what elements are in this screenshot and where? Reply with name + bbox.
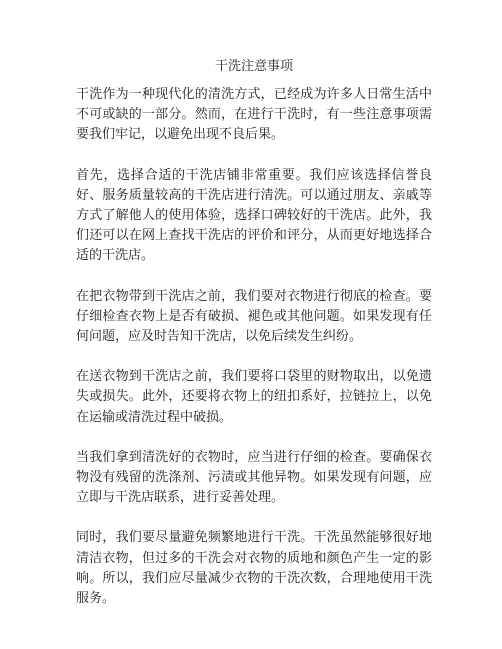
paragraph-empty-pockets: 在送衣物到干洗店之前，我们要将口袋里的财物取出，以免遗失或损失。此外，还要将衣物上的纽扣系好，拉链拉上，以免在运输或清洗过程中破损。 xyxy=(76,369,432,425)
document-page xyxy=(76,58,432,629)
paragraph-intro: 干洗作为一种现代化的清洗方式，已经成为许多人日常生活中不可或缺的一部分。然而，在进行干洗时，有一些注意事项需要我们牢记，以避免出现不良后果。 xyxy=(76,87,432,143)
paragraph-check-cleaned: 当我们拿到清洗好的衣物时，应当进行仔细的检查。要确保衣物没有残留的洗涤剂、污渍或其他异物。如果发现有问题，应立即与干洗店联系，进行妥善处理。 xyxy=(76,449,432,506)
paragraph-inspect-clothes: 在把衣物带到干洗店之前，我们要对衣物进行彻底的检查。要仔细检查衣物上是否有破损、褪色或其他问题。如果发现有任何问题，应及时告知干洗店，以免后续发生纠纷。 xyxy=(76,288,432,345)
document-title: 干洗注意事项 xyxy=(214,59,293,74)
paragraph-avoid-frequent: 同时，我们要尽量避免频繁地进行干洗。干洗虽然能够很好地清洁衣物，但过多的干洗会对衣物的质地和颜色产生一定的影响。所以，我们应尽量减少衣物的干洗次数，合理地使用干洗服务。 xyxy=(76,530,432,607)
paragraph-choose-shop: 首先，选择合适的干洗店铺非常重要。我们应该选择信誉良好、服务质量较高的干洗店进行清洗。可以通过朋友、亲戚等方式了解他人的使用体验，选择口碑较好的干洗店。此外，我们还可以在网上查找干洗店的评价和评分，从而更好地选择合适的干洗店。 xyxy=(76,167,432,264)
